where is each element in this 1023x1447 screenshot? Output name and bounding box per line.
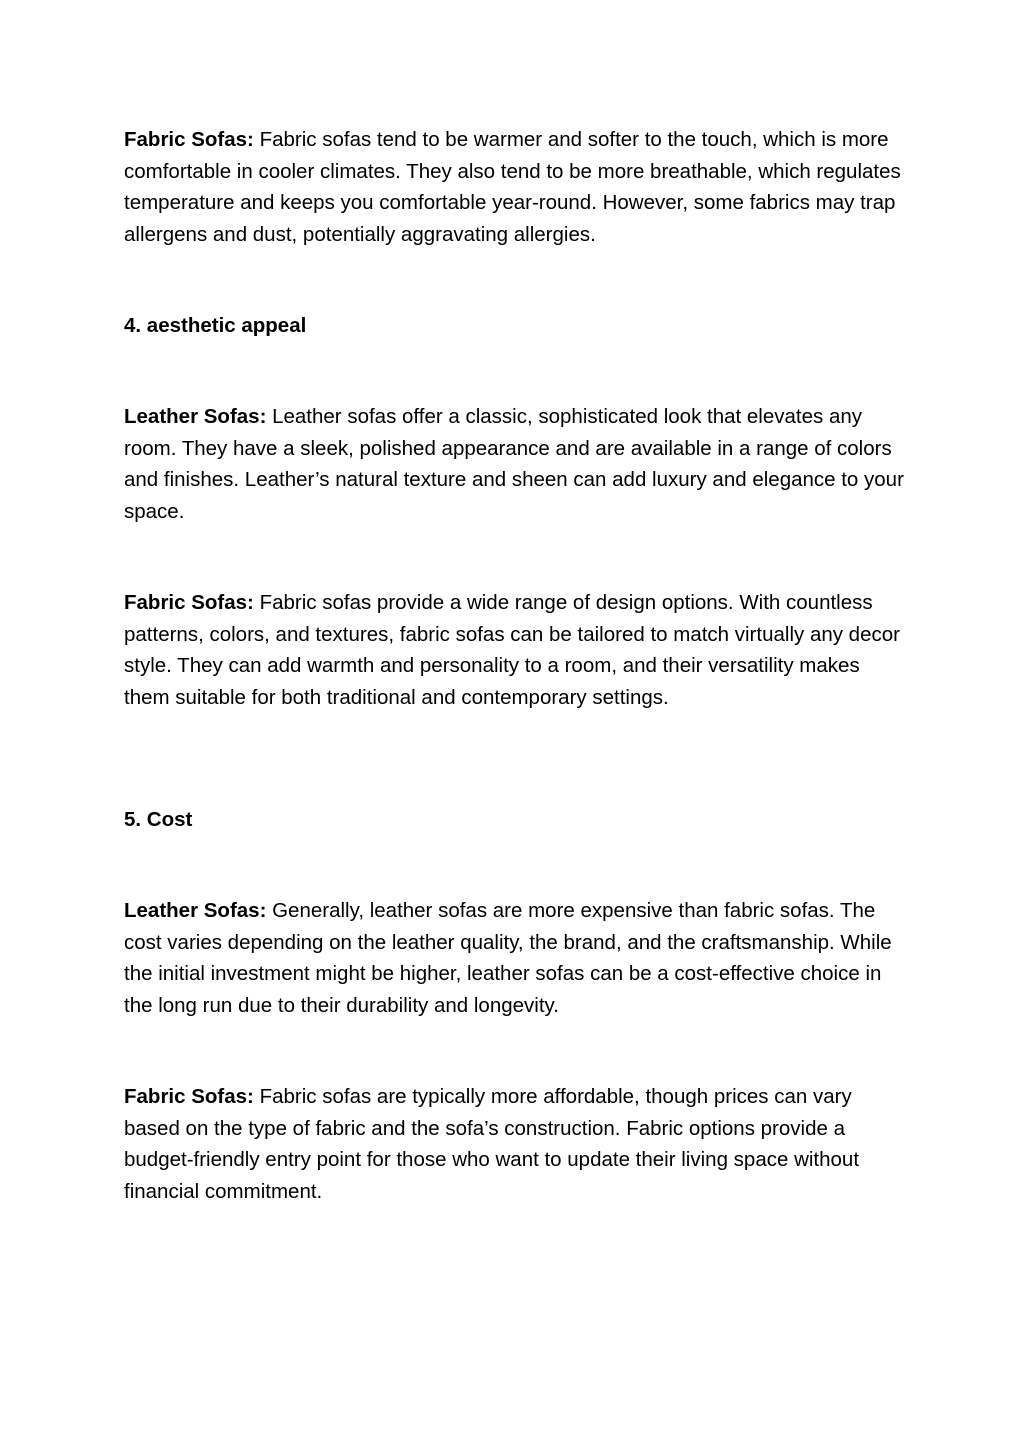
lead-leather-sofas: Leather Sofas: <box>124 899 267 922</box>
lead-fabric-sofas: Fabric Sofas: <box>124 128 254 151</box>
paragraph-text: Fabric sofas provide a wide range of design options. With countless patterns, colors, and textures, fabric sofas can be tailored to match virtually any decor style. They can add warmth and personality to a room, and their versatility makes them suitable for both traditional and contemporary settings. <box>124 591 900 709</box>
lead-fabric-sofas: Fabric Sofas: <box>124 1085 254 1108</box>
section-heading-cost: 5. Cost <box>124 808 193 831</box>
lead-fabric-sofas: Fabric Sofas: <box>124 591 254 614</box>
lead-leather-sofas: Leather Sofas: <box>124 405 267 428</box>
paragraph-text: Fabric sofas tend to be warmer and softer to the touch, which is more comfortable in cooler climates. They also tend to be more breathable, which regulates temperature and keeps you comfortable year-round. However, some fabrics may trap allergens and dust, potentially aggravating allergies. <box>124 128 901 246</box>
paragraph-leather-aesthetic <box>124 401 904 527</box>
paragraph-fabric-cost <box>124 1081 904 1207</box>
paragraph-leather-cost <box>124 895 904 1021</box>
paragraph-fabric-aesthetic <box>124 587 904 713</box>
paragraph-text: Generally, leather sofas are more expensive than fabric sofas. The cost varies depending on the leather quality, the brand, and the craftsmanship. While the initial investment might be higher, leather sofas can be a cost-effective choice in the long run due to their durability and longevity. <box>124 899 892 1017</box>
section-heading-aesthetic: 4. aesthetic appeal <box>124 314 307 337</box>
paragraph-text: Fabric sofas are typically more affordable, though prices can vary based on the type of fabric and the sofa’s construction. Fabric options provide a budget-friendly entry point for those who want to update their living space without financial commitment. <box>124 1085 860 1203</box>
paragraph-fabric-warmth <box>124 124 904 250</box>
paragraph-text: Leather sofas offer a classic, sophisticated look that elevates any room. They have a sleek, polished appearance and are available in a range of colors and finishes. Leather’s natural texture and sheen can add luxury and elegance to your space. <box>124 405 904 523</box>
